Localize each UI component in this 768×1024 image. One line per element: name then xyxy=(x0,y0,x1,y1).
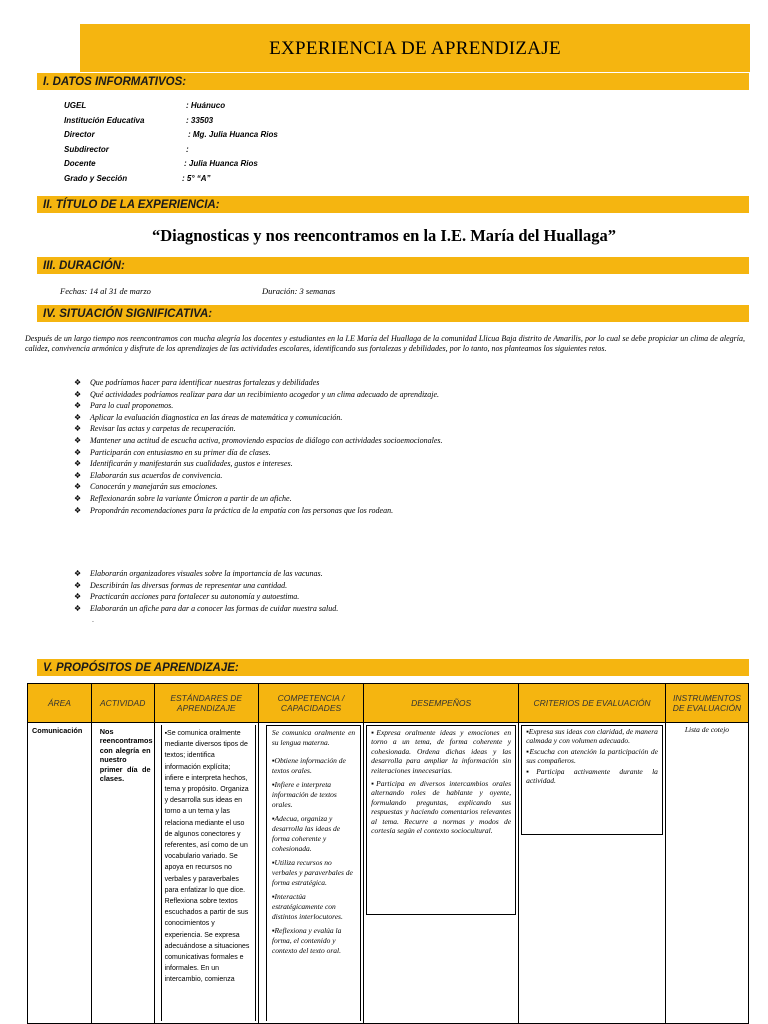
list-item: ❖ Para lo cual proponemos. xyxy=(74,401,174,411)
area-text: Comunicación xyxy=(32,726,83,735)
table-row xyxy=(28,723,749,1024)
list-item: ❖ Que podríamos hacer para identificar nuestras fortalezas y debilidades xyxy=(74,378,320,387)
info-value-institucion: : 33503 xyxy=(186,116,214,125)
competencia-intro: Se comunica oralmente en su lengua materna. xyxy=(271,728,356,747)
diamond-bullet-icon: ❖ xyxy=(74,459,82,469)
list-item: ❖ Practicarán acciones para fortalecer su autonomía y autoestima. xyxy=(74,592,300,602)
diamond-bullet-icon: ❖ xyxy=(74,569,82,578)
criterio-item: ▪Expresa sus ideas con claridad, de manera calmada y con volumen adecuado. xyxy=(526,727,658,746)
retos-list-a xyxy=(74,377,634,516)
list-item: ❖ Aplicar la evaluación diagnostica en las áreas de matemática y comunicación. xyxy=(74,412,343,422)
header-desempenos: DESEMPEÑOS xyxy=(364,684,519,723)
cell-estandar xyxy=(154,723,258,1024)
list-item: ❖ Mantener una actitud de escucha activa, promoviendo espacios de diálogo con actividades socioemocionales. xyxy=(74,435,443,445)
list-item: ❖ Qué actividades podríamos realizar para dar un recibimiento acogedor y un clima adecuado de aprendizaje. xyxy=(74,389,440,399)
diamond-bullet-icon: ❖ xyxy=(74,412,82,422)
section-heading: III. DURACIÓN: xyxy=(43,259,125,272)
diamond-bullet-icon: ❖ xyxy=(74,482,82,492)
diamond-bullet-icon: ❖ xyxy=(74,470,82,480)
section-datos-informativos xyxy=(37,73,749,90)
section-situacion xyxy=(37,305,749,322)
document-title: EXPERIENCIA DE APRENDIZAJE xyxy=(269,37,561,59)
info-label-institucion: Institución Educativa xyxy=(64,116,145,125)
header-area: ÁREA xyxy=(28,684,92,723)
stray-dot: . xyxy=(92,617,94,624)
diamond-bullet-icon: ❖ xyxy=(74,603,82,613)
diamond-bullet-icon: ❖ xyxy=(74,505,82,515)
list-item: ❖ Describirán las diversas formas de representar una cantidad. xyxy=(74,580,288,590)
capacidad-item: ▪Interactúa estratégicamente con distintos interlocutores. xyxy=(271,892,343,921)
info-label-subdirector: Subdirector xyxy=(64,145,109,154)
propositos-table xyxy=(27,683,749,1024)
header-criterios: CRITERIOS DE EVALUACIÓN xyxy=(519,684,666,723)
experience-title: “Diagnosticas y nos reencontramos en la I.E. María del Huallaga” xyxy=(152,226,616,245)
document-title-bar xyxy=(80,24,750,72)
table-header-row xyxy=(28,684,749,723)
section-heading: IV. SITUACIÓN SIGNIFICATIVA: xyxy=(43,307,213,320)
duration-length: Duración: 3 semanas xyxy=(262,286,336,296)
section-heading: I. DATOS INFORMATIVOS: xyxy=(43,75,187,88)
cell-competencia xyxy=(258,723,363,1024)
diamond-bullet-icon: ❖ xyxy=(74,389,82,399)
section-heading: V. PROPÓSITOS DE APRENDIZAJE: xyxy=(43,661,239,674)
list-item: ❖ Identificarán y manifestarán sus cualidades, gustos e intereses. xyxy=(74,459,293,469)
diamond-bullet-icon: ❖ xyxy=(74,378,82,387)
cell-area xyxy=(28,723,92,1024)
info-value-grado: : 5° “A” xyxy=(182,174,211,183)
cell-criterios xyxy=(519,723,666,1024)
criterio-item: ▪Participa activamente durante la actividad. xyxy=(526,766,658,786)
instrumento-text: Lista de cotejo xyxy=(684,725,730,734)
list-item: ❖ Elaborarán organizadores visuales sobre la importancia de las vacunas. xyxy=(74,569,323,578)
capacidad-item: ▪Adecua, organiza y desarrolla las ideas de forma coherente y cohesionada. xyxy=(271,814,341,853)
list-item: ❖ Conocerán y manejarán sus emociones. xyxy=(74,482,218,492)
info-label-docente: Docente xyxy=(64,159,96,168)
header-estandares: ESTÁNDARES DE APRENDIZAJE xyxy=(154,684,258,723)
capacidad-item: ▪Utiliza recursos no verbales y paraverbales de forma estratégica. xyxy=(271,858,353,887)
list-item: ❖ Elaborarán sus acuerdos de convivencia. xyxy=(74,470,223,480)
list-item: ❖ Revisar las actas y carpetas de recuperación. xyxy=(74,424,236,434)
situation-paragraph: Después de un largo tiempo nos reencontramos con mucha alegría los docentes y estudiantes en la I.E María del Huallaga de la comunidad Llicua Baja distrito de Amarilis, por lo cual se debe propiciar un clima de alegría, calidez, convivencia armónica y disfrute de los aprendizajes de las actividades escolares, identificando sus fortalezas y debilidades, por lo tanto, nos planteamos los siguientes retos. xyxy=(25,334,745,353)
header-instrumentos: INSTRUMENTOS DE EVALUACIÓN xyxy=(665,684,748,723)
info-label-grado: Grado y Sección xyxy=(64,174,128,183)
info-value-subdirector: : xyxy=(186,145,189,154)
diamond-bullet-icon: ❖ xyxy=(74,447,82,457)
duration-dates: Fechas: 14 al 31 de marzo xyxy=(60,286,151,296)
diamond-bullet-icon: ❖ xyxy=(74,580,82,590)
cell-desempenos xyxy=(364,723,519,1024)
capacidad-item: ▪Reflexiona y evalúa la forma, el contenido y contexto del texto oral. xyxy=(271,926,342,955)
cell-actividad xyxy=(91,723,154,1024)
section-propositos xyxy=(37,659,749,676)
section-heading: II. TÍTULO DE LA EXPERIENCIA: xyxy=(43,198,220,211)
list-item: ❖ Reflexionarán sobre la variante Ómicron a partir de un afiche. xyxy=(74,493,292,503)
desempeno-item: ▪Expresa oralmente ideas y emociones en torno a un tema, de forma coherente y cohesionada. Ordena dichas ideas y las desarrolla para ampliar la información sin reiteraciones innecesarias. xyxy=(371,728,512,775)
criterio-item: ▪Escucha con atención la participación de sus compañeros. xyxy=(526,746,658,766)
capacidad-item: ▪Obtiene información de textos orales. xyxy=(271,756,346,775)
header-actividad: ACTIVIDAD xyxy=(91,684,154,723)
diamond-bullet-icon: ❖ xyxy=(74,493,82,503)
info-value-ugel: : Huánuco xyxy=(186,101,226,110)
info-value-docente: : Julia Huanca Rios xyxy=(184,159,258,168)
diamond-bullet-icon: ❖ xyxy=(74,401,82,411)
actividad-text: Nos reencontramos con alegría en nuestro primer día de clases. xyxy=(99,727,153,784)
diamond-bullet-icon: ❖ xyxy=(74,424,82,434)
list-item: ❖ Propondrán recomendaciones para la práctica de la empatía con las personas que los rodean. xyxy=(74,505,394,515)
cell-instrumento xyxy=(665,723,748,1024)
header-competencia: COMPETENCIA / CAPACIDADES xyxy=(258,684,363,723)
estandar-text: ▪Se comunica oralmente mediante diversos tipos de textos; identifica información explícita; infiere e interpreta hechos, tema y propósito. Organiza y desarrolla sus ideas en torno a un tema y las relaciona mediante el uso de algunos conectores y referentes, así como de un vocabulario variado. Se apoya en recursos no verbales y paraverbales para enfatizar lo que dice. Reflexiona sobre textos escuchados a partir de sus conocimientos y experiencia. Se expresa adecuándose a situaciones comunicativas formales e informales. En un intercambio, comienza xyxy=(164,730,250,984)
list-item: ❖ Elaborarán un afiche para dar a conocer las formas de cuidar nuestra salud. xyxy=(74,603,339,613)
capacidad-item: ▪Infiere e interpreta información de textos orales. xyxy=(271,780,337,809)
info-value-director: : Mg. Julia Huanca Rios xyxy=(188,130,278,139)
info-label-director: Director xyxy=(64,130,95,139)
desempeno-item: ▪Participa en diversos intercambios orales alternando roles de hablante y oyente, formulando preguntas, explicando sus respuestas y haciendo comentarios relevantes al tema. Recurre a normas y modos de cortesía según el contexto sociocultural. xyxy=(371,779,512,836)
section-duracion xyxy=(37,257,749,274)
diamond-bullet-icon: ❖ xyxy=(74,592,82,602)
info-label-ugel: UGEL xyxy=(64,101,87,110)
diamond-bullet-icon: ❖ xyxy=(74,435,82,445)
list-item: ❖ Participarán con entusiasmo en su primer día de clases. xyxy=(74,447,271,457)
retos-list-b xyxy=(74,568,634,614)
section-titulo xyxy=(37,196,749,213)
